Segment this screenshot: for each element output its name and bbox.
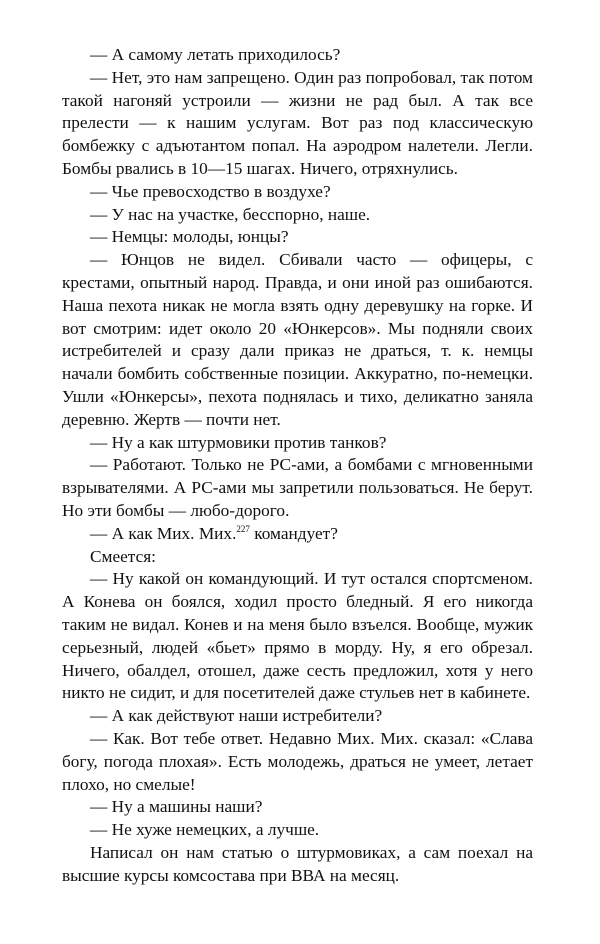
paragraph: — Не хуже немецких, а лучше. bbox=[90, 820, 320, 840]
page-body bbox=[62, 44, 533, 887]
paragraph: — Работают. Только не РС-ами, а бомбами с мгновенными взрывателями. А РС-ами мы запретили пользоваться. Не берут. Но эти бомбы — любо-дорого. bbox=[62, 455, 533, 520]
paragraph: — А как действуют наши истребители? bbox=[90, 706, 383, 726]
paragraph: — Немцы: молоды, юнцы? bbox=[90, 227, 289, 247]
paragraph-text: — А как Мих. Мих. bbox=[90, 523, 237, 543]
paragraph: — У нас на участке, бесспорно, наше. bbox=[90, 204, 371, 224]
paragraph: Смеется: bbox=[90, 546, 156, 566]
paragraph: Написал он нам статью о штурмовиках, а сам поехал на высшие курсы комсостава при ВВА на месяц. bbox=[62, 842, 533, 885]
paragraph: — Ну а как штурмовики против танков? bbox=[90, 432, 387, 452]
paragraph: — А самому летать приходилось? bbox=[90, 45, 341, 64]
paragraph: — Нет, это нам запрещено. Один раз попробовал, так потом такой нагоняй устроили — жизни не рад был. А так все прелести — к нашим услугам. Вот раз под классическую бомбежку с адъютантом попал. На аэродром налетели. Легли. Бомбы рвались в 10—15 шагах. Ничего, отряхнулись. bbox=[62, 67, 533, 178]
paragraph: — Ну какой он командующий. И тут остался спортсменом. А Конева он боялся, ходил просто бледный. Я его никогда таким не видал. Конев и на меня было взъелся. Вообще, мужик серьезный, людей «бьет» прямо в морду. Ну, я его обрезал. Ничего, обалдел, отошел, даже сесть предложил, хотя у него никто не сидит, и для посетителей даже стульев нет в кабинете. bbox=[62, 569, 533, 703]
footnote-reference: 227 bbox=[236, 523, 250, 534]
paragraph-text: командует? bbox=[249, 523, 338, 543]
paragraph: — Юнцов не видел. Сбивали часто — офицеры, с крестами, опытный народ. Правда, и они иной раз ошибаются. Наша пехота никак не могла взять одну деревушку на горке. И вот смотрим: идет около 20 «Юнкерсов». Мы подняли своих истребителей и сразу дали приказ не драться, т. к. немцы начали бомбить собственные позиции. Аккуратно, по-немецки. Ушли «Юнкерсы», пехота поднялась и тихо, деликатно заняла деревню. Жертв — почти нет. bbox=[62, 250, 533, 429]
paragraph: — Ну а машины наши? bbox=[90, 797, 263, 817]
paragraph: — Чье превосходство в воздухе? bbox=[90, 181, 331, 201]
paragraph: — Как. Вот тебе ответ. Недавно Мих. Мих. сказал: «Слава богу, погода плохая». Есть молодежь, драться не умеет, летает плохо, но смелые! bbox=[62, 728, 533, 794]
paragraph-with-footnote bbox=[62, 523, 533, 546]
